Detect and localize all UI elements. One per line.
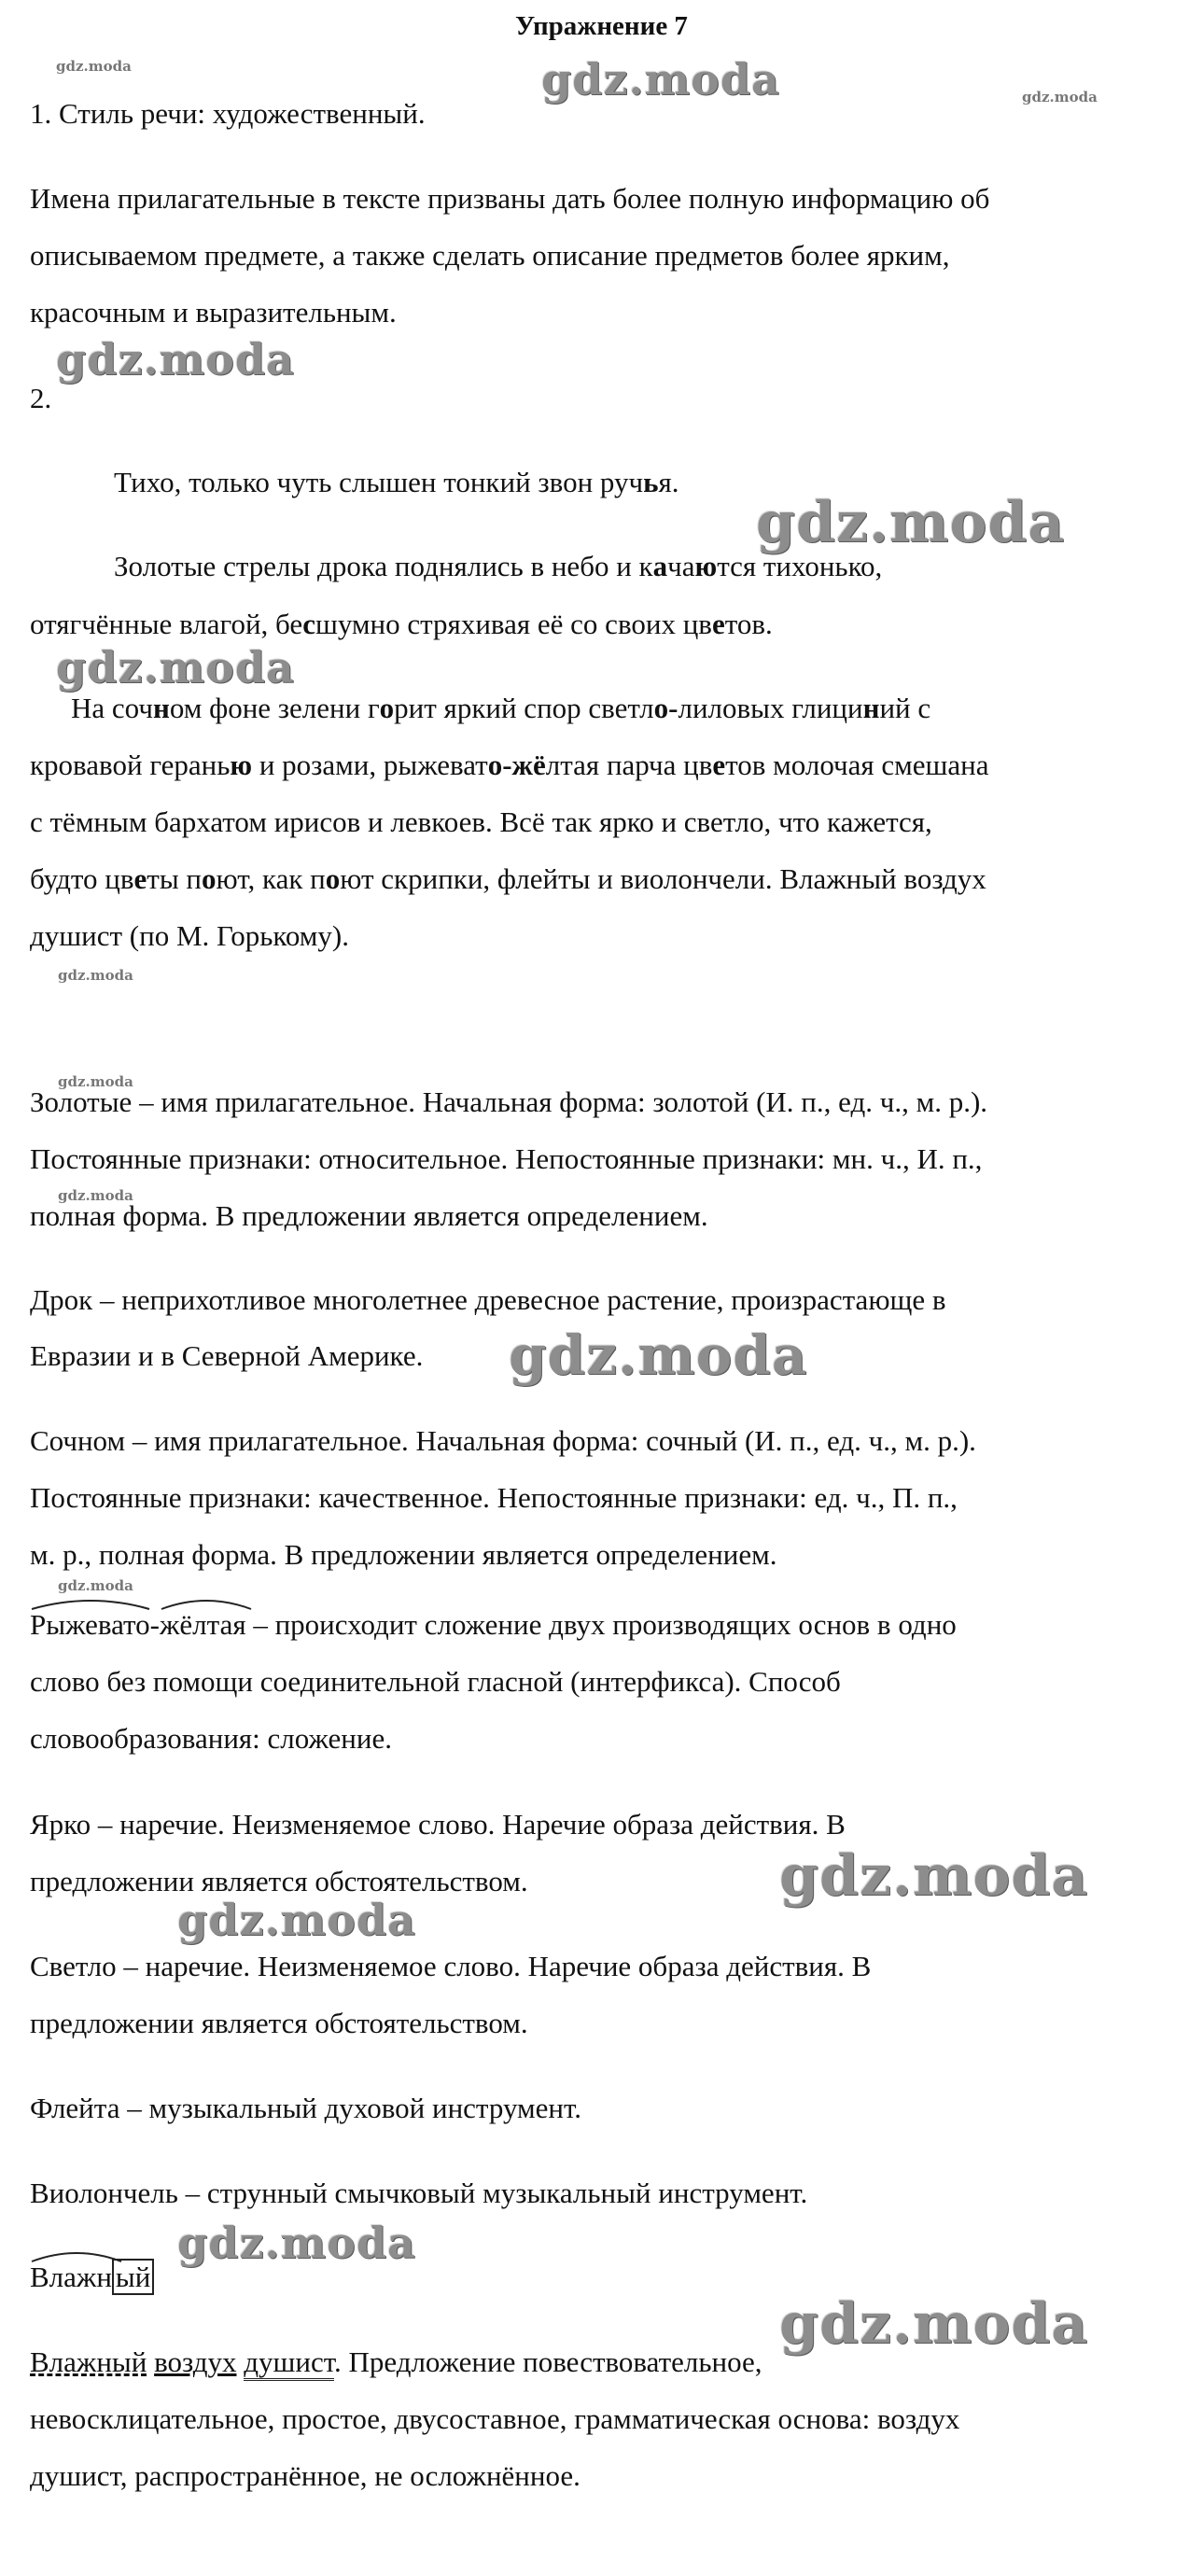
root-arc-word: жёлтая xyxy=(160,1609,246,1641)
analysis-zolotye: Постоянные признаки: относительное. Непостоянные признаки: мн. ч., И. п., xyxy=(30,1142,983,1175)
watermark: gdz.moda xyxy=(58,1577,133,1594)
source-sentence-3: с тёмным бархатом ирисов и левкоев. Всё так ярко и светло, что кажется, xyxy=(30,805,932,838)
watermark: gdz.moda xyxy=(779,1843,1089,1909)
subject-underline: воздух xyxy=(154,2345,237,2378)
watermark: gdz.moda xyxy=(58,1187,133,1204)
analysis-yarko: предложении является обстоятельством. xyxy=(30,1865,528,1897)
watermark: gdz.moda xyxy=(56,642,295,693)
analysis-zolotye: Золотые – имя прилагательное. Начальная форма: золотой (И. п., ед. ч., м. р.). xyxy=(30,1085,988,1118)
watermark: gdz.moda xyxy=(756,490,1066,555)
analysis-sochnom: Сочном – имя прилагательное. Начальная форма: сочный (И. п., ед. ч., м. р.). xyxy=(30,1424,976,1457)
adjectives-role-line: Имена прилагательные в тексте призваны дать более полную информацию об xyxy=(30,182,990,215)
watermark: gdz.moda xyxy=(177,2218,416,2268)
syntax-analysis: невосклицательное, простое, двусоставное, грамматическая основа: воздух xyxy=(30,2402,960,2435)
analysis-drok: Дрок – неприхотливое многолетнее древесное растение, произрастающе в xyxy=(30,1283,946,1316)
watermark: gdz.moda xyxy=(58,1073,133,1090)
watermark: gdz.moda xyxy=(56,334,295,385)
root-arc-icon xyxy=(30,1596,151,1611)
syntax-analysis: Влажный воздух душист. Предложение повествовательное, xyxy=(30,2346,762,2378)
root-arc-icon xyxy=(30,2248,123,2263)
analysis-zolotye: полная форма. В предложении является определением. xyxy=(30,1199,708,1232)
analysis-sochnom: Постоянные признаки: качественное. Непостоянные признаки: ед. ч., П. п., xyxy=(30,1481,958,1514)
analysis-ryzhevato-zheltaya: словообразования: сложение. xyxy=(30,1722,392,1755)
analysis-ryzhevato-zheltaya: Рыжевато- жёлтая – происходит сложение двух производящих основ в одно xyxy=(30,1609,957,1641)
analysis-ryzhevato-zheltaya: слово без помощи соединительной гласной (интерфикса). Способ xyxy=(30,1665,841,1698)
source-sentence-3: На сочном фоне зелени горит яркий спор светло-лиловых глициний с xyxy=(71,692,931,724)
attribute-underline: Влажный xyxy=(30,2345,147,2378)
task-number: 2. xyxy=(30,382,52,414)
predicate-underline: душист xyxy=(244,2345,334,2381)
source-sentence-3: душист (по М. Горькому). xyxy=(30,919,349,952)
analysis-yarko: Ярко – наречие. Неизменяемое слово. Наречие образа действия. В xyxy=(30,1808,846,1841)
morphemic-vlazhny xyxy=(30,2261,154,2293)
root-arc-icon xyxy=(160,1596,253,1611)
watermark: gdz.moda xyxy=(1022,89,1098,105)
root-arc-word: Влажн xyxy=(30,2261,112,2293)
source-sentence-1: Тихо, только чуть слышен тонкий звон ручья. xyxy=(114,466,679,498)
source-sentence-2: отягчённые влагой, бесшумно стряхивая её со своих цветов. xyxy=(30,608,773,640)
watermark: gdz.moda xyxy=(779,2291,1089,2357)
analysis-svetlo: Светло – наречие. Неизменяемое слово. Наречие образа действия. В xyxy=(30,1950,872,1982)
adjectives-role-line: красочным и выразительным. xyxy=(30,296,397,329)
page-title: Упражнение 7 xyxy=(515,11,688,41)
source-sentence-3: кровавой геранью и розами, рыжевато-жёлтая парча цветов молочая смешана xyxy=(30,749,989,781)
watermark: gdz.moda xyxy=(509,1323,808,1387)
syntax-analysis: душист, распространённое, не осложнённое. xyxy=(30,2459,581,2492)
analysis-sochnom: м. р., полная форма. В предложении является определением. xyxy=(30,1538,777,1571)
root-arc-word: Рыжевато xyxy=(30,1609,150,1641)
ending-box: ый xyxy=(112,2259,154,2295)
source-sentence-2: Золотые стрелы дрока поднялись в небо и качаются тихонько, xyxy=(114,550,883,582)
watermark: gdz.moda xyxy=(56,58,132,75)
style-of-speech: 1. Стиль речи: художественный. xyxy=(30,97,426,130)
watermark: gdz.moda xyxy=(58,967,133,984)
adjectives-role-line: описываемом предмете, а также сделать описание предметов более ярким, xyxy=(30,239,950,272)
analysis-svetlo: предложении является обстоятельством. xyxy=(30,2007,528,2039)
watermark: gdz.moda xyxy=(177,1895,416,1945)
analysis-drok: Евразии и в Северной Америке. xyxy=(30,1339,424,1372)
watermark: gdz.moda xyxy=(541,54,780,105)
source-sentence-3: будто цветы поют, как поют скрипки, флейты и виолончели. Влажный воздух xyxy=(30,862,986,895)
definition-violonchel: Виолончель – струнный смычковый музыкальный инструмент. xyxy=(30,2177,808,2209)
definition-fleyta: Флейта – музыкальный духовой инструмент. xyxy=(30,2092,581,2124)
